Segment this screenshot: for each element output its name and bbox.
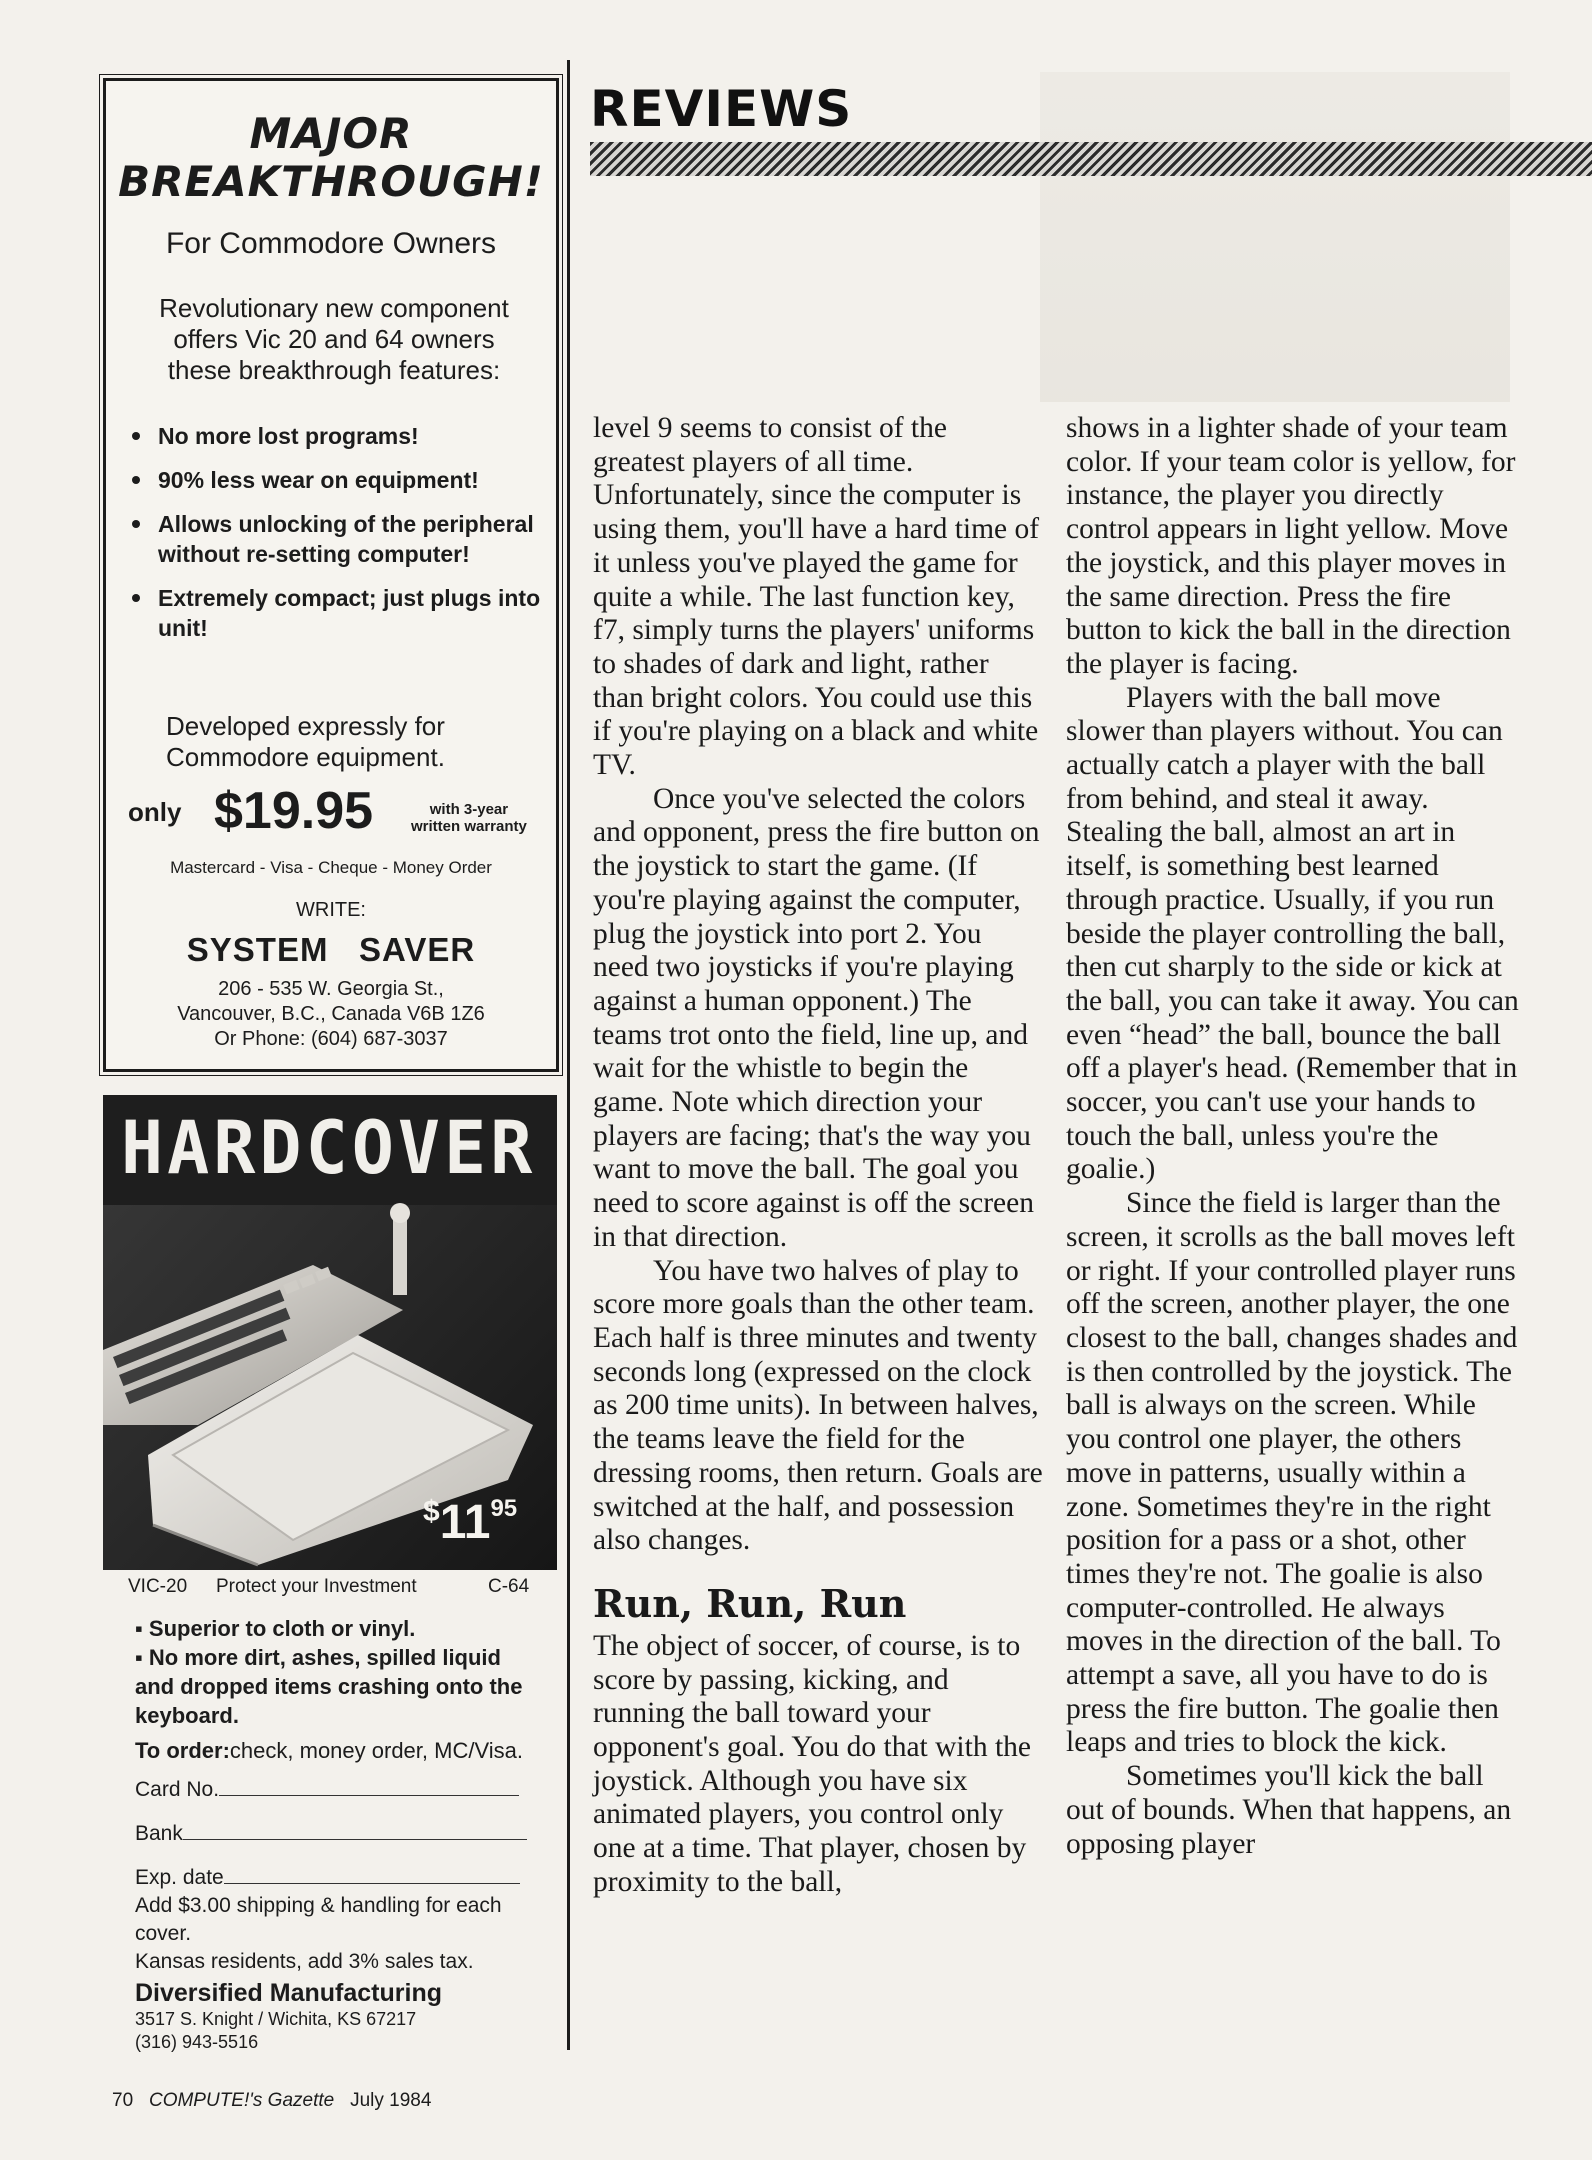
section-title-rule [590, 142, 1592, 176]
article-paragraph: shows in a lighter shade of your team color. If your team color is yellow, for instance, the player you directly control appears in light yellow. Move the joystick, and this player moves in the same direction. Press the fire button to kick the ball in the direction the player is facing. [1066, 412, 1516, 680]
caption-vic20: VIC-20 [128, 1576, 188, 1597]
ad-feature-list [128, 421, 548, 657]
ad-write-label: WRITE: [296, 899, 366, 921]
ad-warranty-line: with 3-year [429, 801, 509, 818]
issue-date: July 1984 [350, 2090, 432, 2111]
price-main: 11 [439, 1496, 491, 1549]
exp-label: Exp. date [135, 1866, 224, 1889]
hardcover-ad-text [103, 1572, 563, 2054]
hardcover-feature [103, 1614, 563, 1730]
ad-warranty [411, 801, 527, 835]
hardcover-company: Diversified Manufacturing [135, 1979, 442, 2007]
ad-feature-item: 90% less wear on equipment! [128, 465, 548, 495]
ad-company-name: SYSTEM SAVER [186, 931, 476, 968]
feature-line: ▪ No more dirt, ashes, spilled liquid and dropped items crashing onto the keyboard. [135, 1645, 523, 1728]
article-column-2 [1066, 412, 1524, 1861]
ad-subhead: For Commodore Owners [165, 227, 497, 260]
column-rule [567, 60, 570, 2050]
ad-headline-major: MAJOR [249, 109, 413, 158]
article-paragraph: The object of soccer, of course, is to score by passing, kicking, and running the ball toward your opponent's goal. You do that with the joystick. Although you have six animated players, you control only one at a time. That player, chosen by proximity to the ball, [593, 1629, 1031, 1898]
order-text: check, money order, MC/Visa. [229, 1738, 523, 1763]
ad-only-label: only [128, 797, 182, 827]
ad-price: $19.95 [214, 782, 374, 840]
article-paragraph: Once you've selected the colors and opponent, press the fire button on the joystick to start the game. (If you're playing against the computer, plug the joystick into port 2. You need two joysticks if you're playing against a human opponent.) The teams trot onto the field, line up, and wait for the whistle to begin the game. Note which direction your players are facing; that's the way you want to move the ball. The goal you need to score against is off the screen in that direction. [593, 782, 1040, 1253]
show-through-image [1040, 72, 1510, 402]
tax-note: Kansas residents, add 3% sales tax. [135, 1950, 474, 1973]
caption-c64: C-64 [488, 1576, 530, 1597]
ad-phone: Or Phone: (604) 687-3037 [214, 1028, 448, 1050]
ad-payment-methods: Mastercard - Visa - Cheque - Money Order [170, 858, 492, 877]
price-cents: 95 [490, 1495, 518, 1522]
ad-feature-item: Extremely compact; just plugs into unit! [128, 583, 548, 643]
feature-text: No more dirt, ashes, spilled liquid and dropped items crashing onto the keyboard. [135, 1645, 523, 1728]
ad-feature-item: No more lost programs! [128, 421, 548, 451]
ad-warranty-line: written warranty [411, 818, 527, 835]
card-number-field [103, 1778, 563, 1802]
hardcover-logo: HARDCOVER [121, 1104, 537, 1192]
ad-address-line: Vancouver, B.C., Canada V6B 1Z6 [177, 1003, 485, 1025]
ad-intro: Revolutionary new component offers Vic 20 and 64 owners these breakthrough features: [159, 293, 509, 385]
hardcover-phone: (316) 943-5516 [135, 2032, 259, 2052]
shipping-note: Add $3.00 shipping & handling for each cover. [135, 1894, 502, 1945]
article-paragraph: Sometimes you'll kick the ball out of bounds. When that happens, an opposing player [1066, 1760, 1512, 1860]
bank-field [103, 1822, 563, 1846]
article-paragraph: Players with the ball move slower than players without. You can actually catch a player with the ball from behind, and steal it away. Stealing the ball, almost an art in itself, is something best learned through practice. Usually, if you run beside the player controlling the ball, then cut sharply to the side or kick at the ball, you can take it away. You can even “head” the ball, bounce the ball off a player's head. (Remember that in soccer, you can't use your hands to touch the ball, unless you're the goalie.) [1066, 681, 1519, 1186]
article-subhead: Run, Run, Run [593, 1580, 907, 1626]
hardcover-caption [103, 1572, 563, 1604]
order-line [103, 1738, 563, 1764]
card-line [219, 1795, 519, 1796]
caption-protect: Protect your Investment [216, 1576, 417, 1597]
system-saver-ad [103, 78, 559, 1072]
ad-address-line: 206 - 535 W. Georgia St., [218, 978, 444, 1000]
article-paragraph: You have two halves of play to score more goals than the other team. Each half is three minutes and twenty seconds long (expressed on the clock as 200 time units). In between halves, the teams leave the field for the dressing rooms, then return. Goals are switched at the half, and possession also changes. [593, 1254, 1043, 1557]
hardcover-address: 3517 S. Knight / Wichita, KS 67217 [135, 2009, 417, 2029]
order-label: To order: [135, 1738, 230, 1763]
ad-developed: Developed expressly for Commodore equipment. [166, 711, 445, 772]
exp-line [224, 1883, 520, 1884]
hardcover-price [423, 1495, 517, 1550]
magazine-title: COMPUTE!'s Gazette [148, 2090, 335, 2111]
page-footer [112, 2090, 431, 2112]
feature-text: Superior to cloth or vinyl. [148, 1616, 416, 1641]
price-dollar-sign: $ [423, 1495, 440, 1528]
page-number: 70 [112, 2090, 134, 2111]
bank-line [183, 1839, 527, 1840]
article-paragraph: Since the field is larger than the screen, it scrolls as the ball moves left or right. If your controlled player runs off the screen, another player, the one closest to the ball, changes shades and is then controlled by the joystick. The ball is always on the screen. While you control one player, the others move in patterns, usually within a zone. Sometimes they're in the right position for a pass or a shot, other times they're not. The goalie is also computer-controlled. He always moves in the direction of the ball. To attempt a save, all you have to do is press the fire button. The goalie then leaps and tries to block the kick. [1066, 1187, 1518, 1759]
card-label: Card No. [135, 1778, 220, 1801]
ad-feature-item: Allows unlocking of the peripheral without re-setting computer! [128, 509, 548, 569]
hardcover-photo [103, 1095, 557, 1570]
ad-headline-breakthrough: BREAKTHROUGH! [118, 157, 544, 206]
feature-line: ▪ Superior to cloth or vinyl. [135, 1616, 416, 1641]
article-paragraph: level 9 seems to consist of the greatest players of all time. Unfortunately, since the computer is using them, you'll have a hard time of it unless you've played the game for quite a while. The last function key, f7, simply turns the players' uniforms to shades of dark and light, rather than bright colors. You could use this if you're playing on a black and white TV. [593, 412, 1040, 782]
section-title: REVIEWS [590, 80, 853, 138]
exp-date-field [103, 1866, 563, 1890]
article-column-1 [593, 412, 1043, 1900]
bank-label: Bank [135, 1822, 183, 1845]
